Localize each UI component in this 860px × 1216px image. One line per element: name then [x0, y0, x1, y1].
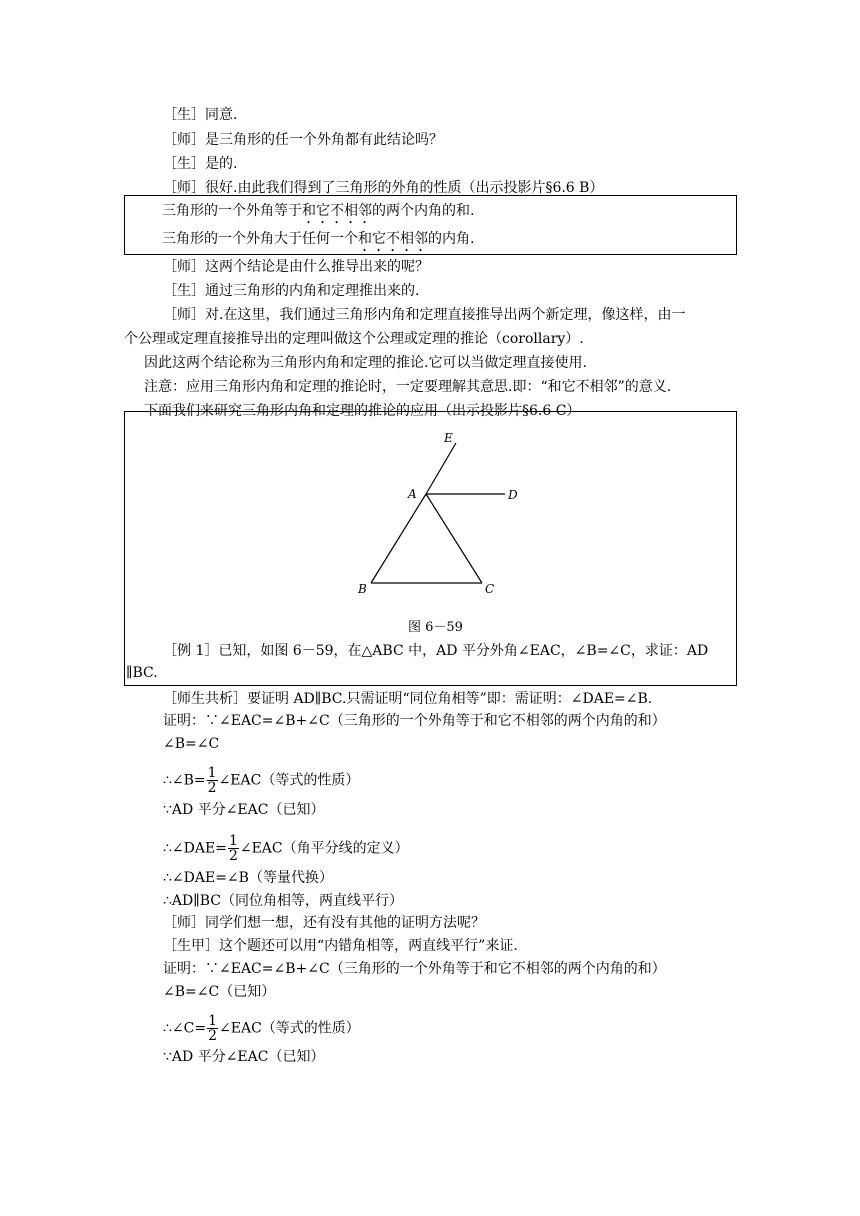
- dialogue-line: ［师］对.在这里，我们通过三角形内角和定理直接推导出两个新定理，像这样，由一: [163, 307, 686, 323]
- example-line-2: ∥BC.: [126, 665, 158, 681]
- dialogue-line: 个公理或定理直接推导出的定理叫做这个公理或定理的推论（corollary）.: [124, 331, 584, 347]
- proof-line: ∵AD 平分∠EAC（已知）: [163, 802, 325, 818]
- dialogue-line: ［师］是三角形的任一个外角都有此结论吗？: [163, 132, 443, 148]
- proof-line: ∵AD 平分∠EAC（已知）: [163, 1049, 325, 1065]
- dialogue-line: ［师］同学们想一想，还有没有其他的证明方法呢？: [163, 915, 485, 931]
- fraction-half: $\frac{1}{2}$: [228, 833, 238, 864]
- proof-line: ∠B=∠C: [163, 736, 220, 752]
- label-c: C: [485, 582, 495, 596]
- proof-line: ∠B=∠C（已知）: [163, 984, 276, 1000]
- proof-line: 证明：∵∠EAC=∠B+∠C（三角形的一个外角等于和它不相邻的两个内角的和）: [163, 713, 666, 729]
- label-d: D: [508, 488, 518, 502]
- proof-line: ∴AD∥BC（同位角相等，两直线平行）: [163, 893, 403, 909]
- example-line-1: ［例 1］已知，如图 6－59，在△ABC 中，AD 平分外角∠EAC，∠B=∠C，求证：AD: [163, 643, 709, 659]
- label-b: B: [358, 582, 367, 596]
- proof-line: ∴∠C= $\frac{1}{2}$ ∠EAC（等式的性质）: [163, 1013, 360, 1044]
- dialogue-line: ［生］是的.: [163, 156, 238, 172]
- fraction-half: $\frac{1}{2}$: [208, 1013, 218, 1044]
- paragraph-line: 因此这两个结论称为三角形内角和定理的推论.它可以当做定理直接使用.: [144, 355, 587, 371]
- paragraph-line: 下面我们来研究三角形内角和定理的推论的应用（出示投影片§6.6 C）: [144, 403, 581, 419]
- ray-ae: [426, 443, 456, 494]
- theorem-line-2: 三角形的一个外角大于任何一个和它不相邻的内角.: [162, 231, 475, 247]
- proof-line: ∴∠B= $\frac{1}{2}$ ∠EAC（等式的性质）: [163, 765, 360, 796]
- figure-caption: 图 6－59: [408, 620, 463, 635]
- label-e: E: [444, 431, 453, 445]
- fraction-half: $\frac{1}{2}$: [207, 765, 217, 796]
- paragraph-line: 注意：应用三角形内角和定理的推论时，一定要理解其意思.即：“和它不相邻”的意义.: [144, 379, 672, 395]
- segment-ac: [426, 494, 482, 583]
- proof-line: 证明：∵∠EAC=∠B+∠C（三角形的一个外角等于和它不相邻的两个内角的和）: [163, 961, 666, 977]
- segment-ab: [371, 494, 426, 583]
- analysis-line: ［师生共析］要证明 AD∥BC.只需证明“同位角相等”即：需证明：∠DAE=∠B.: [163, 691, 653, 707]
- label-a: A: [408, 487, 417, 501]
- dialogue-line: ［生］通过三角形的内角和定理推出来的.: [163, 283, 420, 299]
- dialogue-line: ［师］很好.由此我们得到了三角形的外角的性质（出示投影片§6.6 B）: [163, 180, 604, 196]
- proof-line: ∴∠DAE=∠B（等量代换）: [163, 870, 333, 886]
- dialogue-line: ［师］这两个结论是由什么推导出来的呢？: [163, 259, 429, 275]
- dialogue-line: ［生］同意.: [163, 107, 238, 123]
- dialogue-line: ［生甲］这个题还可以用“内错角相等，两直线平行”来证.: [163, 938, 518, 954]
- theorem-line-1: 三角形的一个外角等于和它不相邻的两个内角的和.: [162, 203, 475, 219]
- proof-line: ∴∠DAE= $\frac{1}{2}$ ∠EAC（角平分线的定义）: [163, 833, 409, 864]
